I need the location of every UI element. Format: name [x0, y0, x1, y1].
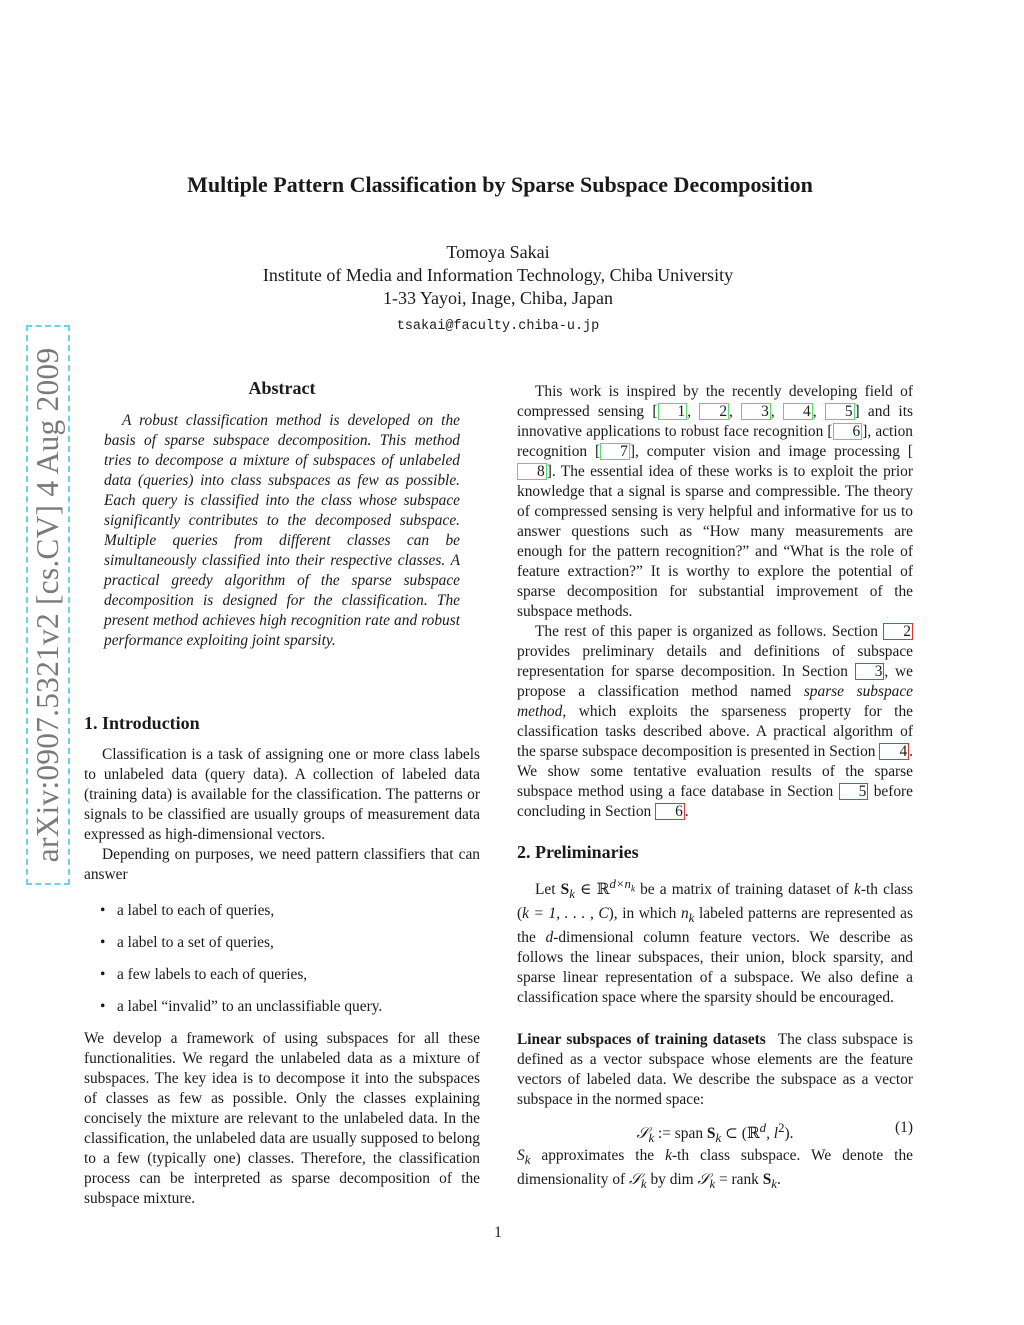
citation-link[interactable]: 7 [600, 443, 630, 460]
section-heading-preliminaries: 2. Preliminaries [517, 842, 639, 862]
citation-link[interactable]: 2 [699, 403, 729, 420]
paragraph-heading: Linear subspaces of training datasets [517, 1031, 766, 1049]
motivation-paragraph: This work is inspired by the recently developing field of compressed sensing [ 1 , 2 , 3 , 4 , 5 ] and its innovative applications to robust face recognition [ 6 ], action recognition [ 7 ], computer vision and image processing [8 ]. The essential idea of these works is to exploit the prior knowledge that a signal is sparse and compressible. The theory of compressed sensing is very helpful and informative for us to answer questions such as “How many measurements are enough for the pattern recognition?” and “What is the role of feature extraction?” It is worthy to explore the potential of sparse decomposition for substantial improvement of the subspace methods. [517, 383, 913, 620]
organization-paragraph: The rest of this paper is organized as follows. Section 2 provides preliminary details and definitions of subspace representation for sparse decomposition. In Section 3 , we propose a classification method named sparse subspace method, which exploits the sparseness property for the classification tasks described above. A practical algorithm of the sparse subspace decomposition is presented in Section 4 . We show some tentative evaluation results of the sparse subspace method using a face database in Section 5 before concluding in Section 6 . [517, 623, 914, 820]
section-link[interactable]: 6 [655, 803, 685, 820]
classifier-answer-list [84, 901, 480, 1017]
citation-link[interactable]: 5 [825, 403, 855, 420]
section-link[interactable]: 2 [883, 623, 913, 640]
linear-subspaces-paragraph: Linear subspaces of training datasets The class subspace is defined as a vector subspace whose elements are the feature vectors of labeled data. We describe the subspace as a vector subspace in the normed space: [517, 1031, 913, 1109]
intro-paragraph-1: Classification is a task of assigning one or more class labels to unlabeled data (query data). A collection of labeled data (training data) is available for the classification. The patterns or signals to be classified are usually groups of measurement data expressed as high-dimensional vectors. [84, 746, 480, 843]
author-affiliation: Institute of Media and Information Technology, Chiba University [262, 265, 734, 285]
section-link[interactable]: 5 [839, 783, 869, 800]
section-link[interactable]: 3 [855, 663, 885, 680]
page-number: 1 [494, 1224, 502, 1241]
list-item: • a few labels to each of queries, [84, 965, 480, 985]
abstract-text: A robust classification method is developed on the basis of sparse subspace decomposition. This method tries to decompose a mixture of subspaces of unlabeled data (queries) into class subspaces as few as possible. Each query is classified into the class whose subspace significantly contributes to the decomposed subspace. Multiple queries from different classes can be simultaneously classified into their respective classes. A practical greedy algorithm of the sparse subspace decomposition is designed for the classification. The present method achieves high recognition rate and robust performance exploiting joint sparsity. [104, 412, 460, 649]
intro-paragraph-3: We develop a framework of using subspaces for all these functionalities. We regard the unlabeled data as a mixture of subspaces. The key idea is to decompose it into the subspaces of classes as few as possible. Only the classes explaining concisely the mixture are relevant to the unlabeled data. In the classification, the unlabeled data are usually supposed to belong to a few (typically one) classes. Therefore, the classification process can be interpreted as sparse decomposition of the subspace mixture. [84, 1030, 480, 1207]
author-email: tsakai@faculty.chiba-u.jp [396, 319, 600, 334]
list-item: • a label to each of queries, [84, 901, 480, 921]
right-column [517, 382, 913, 1194]
author-name: Tomoya Sakai [446, 242, 550, 262]
paper-title: Multiple Pattern Classification by Sparse Subspace Decomposition [187, 172, 813, 197]
citation-link[interactable]: 8 [517, 463, 547, 480]
equation-number: (1) [895, 1119, 913, 1137]
dimensionality-paragraph: $S_k$ approximates the k-th class subspace. We denote the dimensionality of 𝒮$_k$ by dim 𝒮$_k$ = rank $S_k$. [517, 1147, 913, 1192]
citation-link[interactable]: 1 [658, 403, 688, 420]
section-link[interactable]: 4 [879, 743, 909, 760]
list-item: • a label to a set of queries, [84, 933, 480, 953]
arxiv-identifier: arXiv:0907.5321v2 [cs.CV] 4 Aug 2009 [30, 347, 65, 863]
abstract-heading: Abstract [248, 378, 316, 398]
equation-1 [517, 1118, 913, 1146]
method-name: sparse subspace method [517, 683, 913, 720]
citation-link[interactable]: 4 [783, 403, 813, 420]
citation-link[interactable]: 3 [741, 403, 771, 420]
list-item: • a label “invalid” to an unclassifiable query. [84, 997, 480, 1017]
equation-body: 𝒮$_k$ := span $S_k$ ⊂ (ℝ$^d$, $l^2$). [636, 1121, 794, 1146]
intro-paragraph-2: Depending on purposes, we need pattern classifiers that can answer [84, 846, 480, 883]
author-address: 1-33 Yayoi, Inage, Chiba, Japan [383, 288, 613, 308]
preliminaries-paragraph: Let $S_k$ ∈ ℝ$^{d\times n_k}$ be a matrix of training dataset of k-th class (k = 1, . . . , C), in which $n_k$ labeled patterns are represented as the d-dimensional column feature vectors. We describe as follows the linear subspaces, their union, block sparsity, and sparse linear representation of a subspace. We also define a classification space where the sparsity should be encouraged. [517, 877, 913, 1007]
author-block [0, 241, 996, 338]
left-column [84, 378, 480, 1209]
citation-link[interactable]: 6 [833, 423, 863, 440]
section-heading-introduction: 1. Introduction [84, 713, 200, 733]
